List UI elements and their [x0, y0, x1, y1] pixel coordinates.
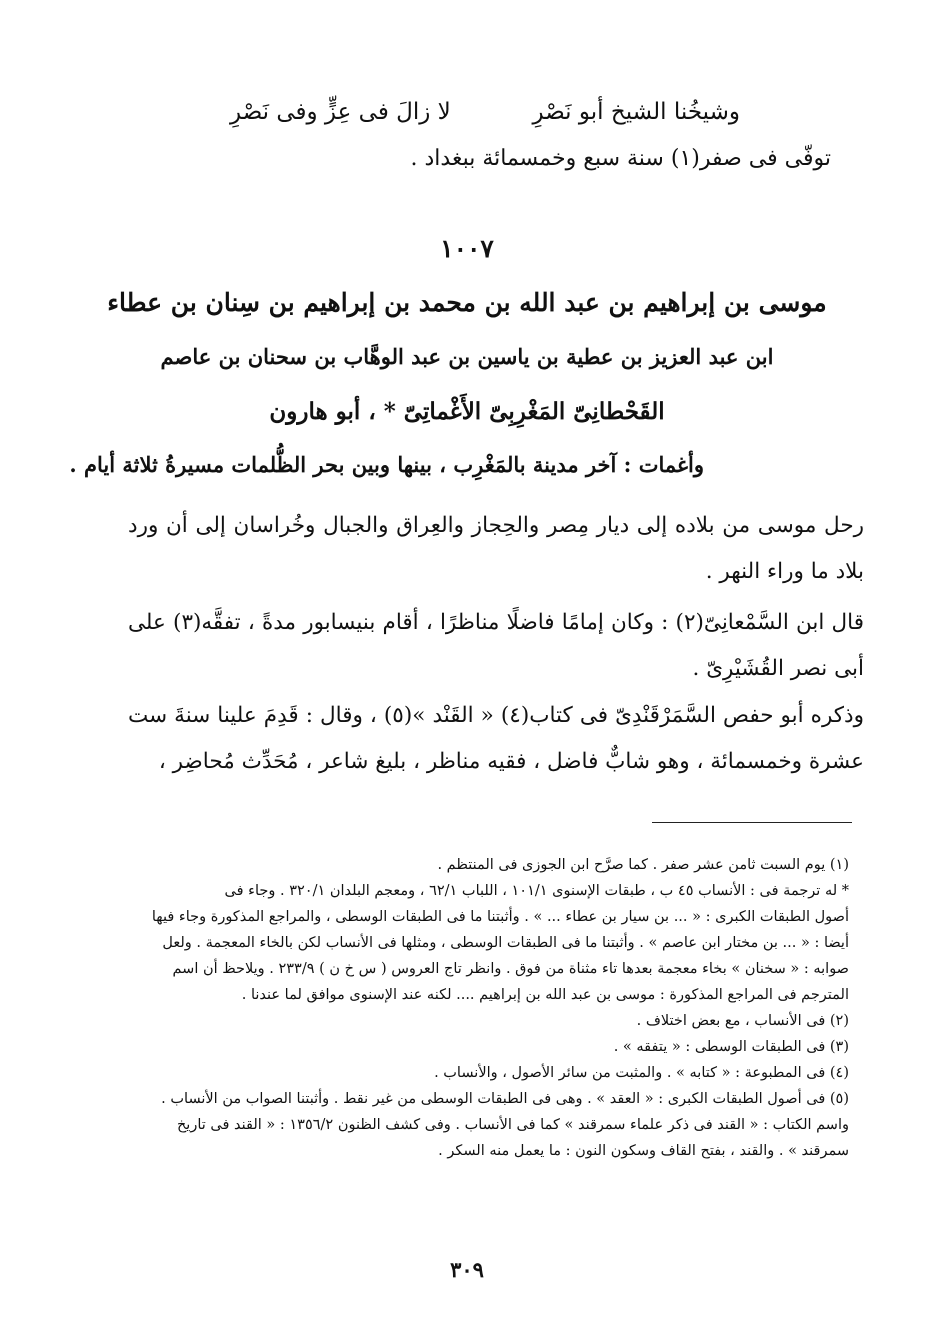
footnote-line: أيضا : « ... بن مختار ابن عاصم » . وأثبتنا ما فى الطبقات الوسطى ، ومثلها فى الأنساب لكن بالخاء المعجمة . ولعل	[162, 935, 849, 951]
footnote-line: (٢) فى الأنساب ، مع بعض اختلاف .	[636, 1013, 849, 1029]
entry-name-line-1: موسى بن إبراهيم بن عبد الله بن محمد بن إبراهيم بن سِنان بن عطاء	[107, 288, 827, 317]
aghmat-definition: وأغمات : آخر مدينة بالمَغْرِب ، بينها وبين بحر الظُّلمات مسيرةُ ثلاثة أيام .	[69, 452, 704, 477]
footnote-line: (٥) فى أصول الطبقات الكبرى : « العقد » . وهى فى الطبقات الوسطى من غير نقط . وأثبتنا الصواب من الأنساب .	[161, 1091, 849, 1107]
footnote-line: (٣) فى الطبقات الوسطى : « يتفقه » .	[613, 1039, 849, 1055]
footnote-line: المترجم فى المراجع المذكورة : موسى بن عبد الله بن إبراهيم .... لكنه عند الإسنوى موافق لما عندنا .	[241, 987, 849, 1003]
verse-first-hemistich: وشيخُنا الشيخ أبو نَصْرِ	[532, 99, 740, 125]
footnote-line: واسم الكتاب : « القند فى ذكر علماء سمرقند » كما فى الأنساب . وفى كشف الظنون ١٣٥٦/٢ : « القند فى تاريخ	[176, 1117, 849, 1133]
footnotes	[128, 852, 849, 1164]
poetry-verse	[230, 92, 740, 132]
verse-second-hemistich: لا زالَ فى عِزٍّ وفى نَصْرِ	[230, 99, 451, 125]
entry-number: ١٠٠٧	[440, 234, 494, 263]
footnote-line: أصول الطبقات الكبرى : « ... بن سيار بن عطاء ... » . وأثبتنا ما فى الطبقات الوسطى ، والمراجع المذكورة وجاء فيها	[151, 909, 849, 925]
footnote-line: (١) يوم السبت ثامن عشر صفر . كما صرَّح ابن الجوزى فى المنتظم .	[437, 857, 849, 873]
page-number: ٣٠٩	[450, 1257, 484, 1282]
footnote-line: سمرقند » . والقند ، بفتح القاف وسكون النون : ما يعمل منه السكر .	[438, 1143, 849, 1159]
footnote-line: (٤) فى المطبوعة : « كتابه » . والمثبت من سائر الأصول ، والأنساب .	[434, 1065, 849, 1081]
body-paragraph-samarqandi: وذكره أبو حفص السَّمَرْقَنْدِىّ فى كتاب(٤) « القَنْد »(٥) ، وقال : قَدِمَ علينا سنةَ ست عشرة وخمسمائة ، وهو شابٌّ فاضل ، فقيه مناظر ، بليغ شاعر ، مُحَدِّث مُحاضِر ،	[128, 703, 865, 774]
footnote-line: صوابه : « سخنان » بخاء معجمة بعدها تاء مثناة من فوق . وانظر تاج العروس ( س خ ن ) ٢٣٣/٩ . ويلاحظ أن اسم	[172, 961, 849, 977]
entry-name-line-3: القَحْطانِىّ المَغْرِبِىّ الأَغْماتِىّ * ، أبو هارون	[269, 398, 665, 425]
death-date-line: توفّى فى صفر(١) سنة سبع وخمسمائة ببغداد .	[410, 146, 831, 171]
body-paragraph-samani: قال ابن السَّمْعانِىّ(٢) : وكان إمامًا فاضلًا مناظرًا ، أقام بنيسابور مدةً ، تفقَّه(٣) على أبى نصر القُشَيْرِىّ .	[128, 610, 864, 681]
footnote-separator	[652, 822, 852, 823]
footnote-line: * له ترجمة فى : الأنساب ٤٥ ب ، طبقات الإسنوى ١٠١/١ ، اللباب ٦٢/١ ، ومعجم البلدان ٣٢٠/١ . وجاء فى	[224, 883, 849, 899]
entry-name-line-2: ابن عبد العزيز بن عطية بن ياسين بن عبد الوهَّاب بن سحنان بن عاصم	[160, 344, 774, 369]
body-paragraph-travel: رحل موسى من بلاده إلى ديار مِصر والحِجاز والعِراق والجبال وخُراسان إلى أن ورد بلاد ما وراء النهر .	[128, 513, 864, 584]
